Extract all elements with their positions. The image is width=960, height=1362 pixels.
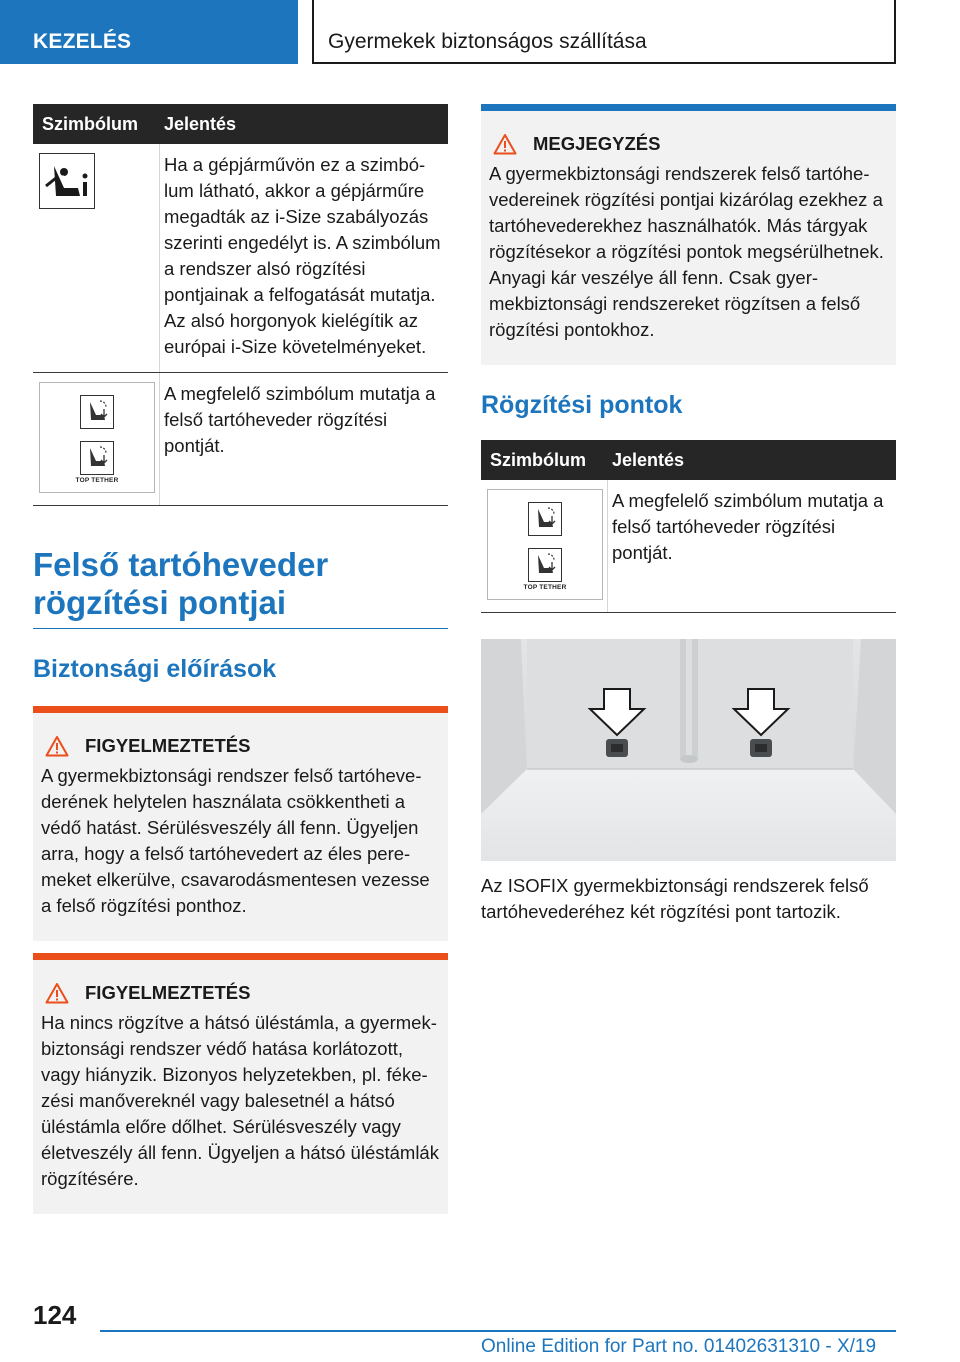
right-column (481, 104, 896, 925)
warning-box (33, 953, 448, 1214)
meaning-cell: A megfelelő szimbólum mutatja a felső tartóheveder rögzítési pontját. (612, 490, 884, 563)
top-tether-label: TOP TETHER (75, 477, 119, 484)
edition-link[interactable]: Online Edition for Part no. 01402631310 - X/19 (481, 1336, 877, 1357)
symbol-table (33, 104, 448, 506)
warning-triangle-icon (45, 982, 69, 1004)
section-tab: KEZELÉS (0, 0, 298, 64)
isize-child-seat-icon (39, 153, 95, 209)
chapter-title: Gyermekek biztonságos szállítása (312, 0, 896, 64)
image-caption: Az ISOFIX gyermekbiztonsági rendszerek felső tartóhevederéhez két rögzítési pont tartozik. (481, 875, 869, 922)
anchor-points-image (481, 639, 896, 861)
warning-body: Ha nincs rögzítve a hátsó üléstámla, a gyermekbiztonsági rendszer védő hatása korlátozott, vagy hiányzik. Bizonyos helyzetekben, pl. fékezési manővereknél vagy balesetnél a hátsó üléstámla előre dőlhet. Sérülésveszély vagy életveszély áll fenn. Ügyeljen a hátsó üléstámlák rögzítésére. (41, 1012, 439, 1189)
symbol-cell (33, 144, 160, 372)
warning-triangle-icon (45, 735, 69, 757)
note-triangle-icon (493, 133, 517, 155)
warning-title-text: FIGYELMEZTETÉS (85, 735, 251, 756)
top-tether-icon (80, 395, 114, 429)
note-title-text: MEGJEGYZÉS (533, 133, 661, 154)
meaning-cell: Ha a gépjárművön ez a szimbólum látható, akkor a gépjárműre megadták az i-Size szabályozás szerinti engedélyt is. A szimbólum a rendszer alsó rögzítési pontjainak a felfogatását mutatja. Az alsó horgonyok kielégítik az európai i-Size követelményeket. (164, 154, 441, 357)
note-box (481, 104, 896, 365)
warning-title (45, 982, 440, 1004)
top-tether-icon (528, 548, 562, 582)
symbol-table (481, 440, 896, 613)
note-body: A gyermekbiztonsági rendszerek felső tartóhevedereinek rögzítési pontjai kizárólag ezekhez a tartóhevederekhez használhatók. Más tárgyak rögzítésekor a rögzítési pontok megsérülhetnek. Anyagi kár veszélye áll fenn. Csak gyermekbiztonsági rendszereket rögzítsen a felső rögzítési pontokhoz. (489, 163, 884, 340)
symbol-table-header (33, 104, 448, 144)
page-number: 124 (33, 1300, 77, 1330)
top-tether-icon-box (487, 489, 603, 600)
note-title (493, 133, 888, 155)
footer-rule (100, 1330, 896, 1332)
left-column (33, 104, 448, 1214)
top-tether-label: TOP TETHER (523, 584, 567, 591)
col-header-meaning: Jelentés (164, 113, 237, 134)
symbol-cell (481, 480, 608, 612)
meaning-cell: A megfelelő szimbólum mutatja a felső tartóheveder rögzítési pontját. (164, 383, 436, 456)
symbol-table-header (481, 440, 896, 480)
section-heading: Felső tartóheveder rögzítési pontjai (33, 546, 448, 629)
warning-title (45, 735, 440, 757)
warning-body: A gyermekbiztonsági rendszer felső tartóhevederének helytelen használata csökkentheti a védő hatást. Sérülésveszély áll fenn. Ügyeljen arra, hogy a felső tartóhevedert az éles peremeket elkerülve, csavarodásmentesen vezesse a felső rögzítési ponthoz. (41, 765, 430, 916)
col-header-symbol: Szimbólum (42, 113, 139, 134)
symbol-cell (33, 373, 160, 505)
col-header-symbol: Szimbólum (490, 449, 587, 470)
subsection-heading: Biztonsági előírások (33, 655, 277, 683)
table-row (33, 373, 448, 506)
table-row (481, 480, 896, 613)
warning-box (33, 706, 448, 941)
col-header-meaning: Jelentés (612, 449, 685, 470)
top-tether-icon (528, 502, 562, 536)
top-tether-icon-box (39, 382, 155, 493)
table-row (33, 144, 448, 373)
top-tether-icon (80, 441, 114, 475)
section-heading: Rögzítési pontok (481, 391, 683, 419)
warning-title-text: FIGYELMEZTETÉS (85, 982, 251, 1003)
